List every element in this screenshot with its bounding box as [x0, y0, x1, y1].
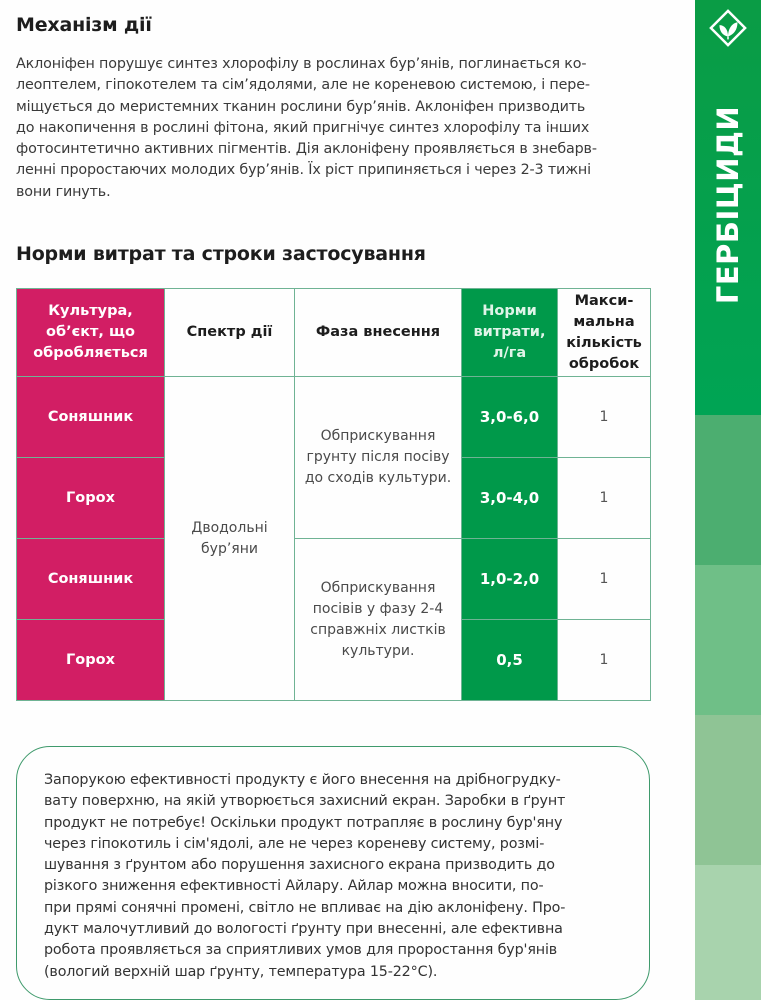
norm-cell: 3,0-6,0 — [462, 377, 558, 458]
max-cell: 1 — [558, 458, 651, 539]
norm-cell: 0,5 — [462, 620, 558, 701]
max-cell: 1 — [558, 377, 651, 458]
text-line: різкого зниження ефективності Айлару. Айлар можна вносити, по- — [44, 878, 544, 895]
leaf-diamond-icon — [709, 9, 747, 47]
sidebar-segment — [695, 565, 761, 715]
spectrum-cell: Дводольні бур’яни — [165, 377, 295, 701]
crop-cell: Соняшник — [17, 539, 165, 620]
text-line: до накопичення в рослині фітона, який пригнічує синтез хлорофілу та інших — [16, 119, 590, 136]
text-line: (вологий верхній шар ґрунту, температура 15-22°C). — [44, 963, 438, 980]
text-line: продукт не потребує! Оскільки продукт потрапляє в рослину бур'яну — [44, 814, 563, 831]
text-line: міщується до меристемних тканин рослини бур’янів. Аклоніфен призводить — [16, 98, 586, 115]
header-max-treatments: Макси- мальна кількість обробок — [558, 289, 651, 377]
phase-cell: Обприскування посівів у фазу 2-4 справжніх листків культури. — [295, 539, 462, 701]
table-row — [17, 539, 651, 620]
crop-cell: Горох — [17, 458, 165, 539]
note-text — [44, 770, 644, 983]
text-line: дукт малочутливий до вологості ґрунту при внесенні, але ефективна — [44, 921, 563, 938]
header-crop: Культура, об’єкт, що обробляється — [17, 289, 165, 377]
text-line: вони гинуть. — [16, 183, 111, 200]
table-header-row — [17, 289, 651, 377]
text-line: шування з ґрунтом або порушення захисного екрана призводить до — [44, 857, 555, 874]
table-row — [17, 377, 651, 458]
text-line: фотосинтетично активних пігментів. Дія аклоніфену проявляється в знебарв- — [16, 141, 597, 158]
sidebar-segment — [695, 715, 761, 865]
text-line: при прямі сонячні промені, світло не впливає на дію аклоніфену. Про- — [44, 899, 566, 916]
crop-cell: Горох — [17, 620, 165, 701]
max-cell: 1 — [558, 620, 651, 701]
crop-cell: Соняшник — [17, 377, 165, 458]
norms-table — [16, 288, 651, 701]
header-norm: Норми витрати, л/га — [462, 289, 558, 377]
text-line: Аклоніфен порушує синтез хлорофілу в рослинах бур’янів, поглинається ко- — [16, 56, 587, 72]
text-line: ленні проростаючих молодих бур’янів. Їх ріст припиняється і через 2-3 тижні — [16, 162, 591, 179]
norm-cell: 1,0-2,0 — [462, 539, 558, 620]
category-sidebar — [695, 0, 761, 1000]
text-line: вату поверхню, на якій утворюється захисний екран. Заробки в ґрунт — [44, 793, 566, 810]
text-line: робота проявляється за сприятливих умов для проростання бур'янів — [44, 942, 558, 959]
header-phase: Фаза внесення — [295, 289, 462, 377]
text-line: Запорукою ефективності продукту є його внесення на дрібногрудку- — [44, 772, 561, 788]
norms-title: Норми витрат та строки застосування — [16, 243, 426, 265]
mechanism-paragraph — [16, 54, 676, 203]
text-line: через гіпокотиль і сім'ядолі, але не через кореневу систему, розмі- — [44, 835, 545, 852]
mechanism-title: Механізм дії — [16, 14, 152, 36]
max-cell: 1 — [558, 539, 651, 620]
norm-cell: 3,0-4,0 — [462, 458, 558, 539]
sidebar-segment — [695, 865, 761, 1000]
header-spectrum: Спектр дії — [165, 289, 295, 377]
phase-cell: Обприскування грунту після посіву до сходів культури. — [295, 377, 462, 539]
sidebar-category-label: ГЕРБІЦИДИ — [711, 105, 745, 305]
sidebar-segment — [695, 415, 761, 565]
text-line: леоптелем, гіпокотелем та сім’ядолями, але не кореневою системою, і пере- — [16, 77, 590, 94]
